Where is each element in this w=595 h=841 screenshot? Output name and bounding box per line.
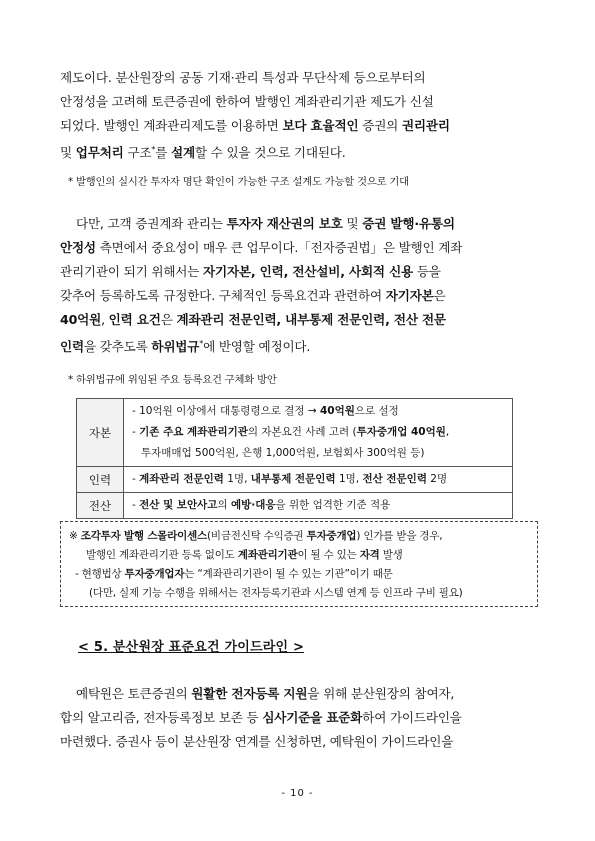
row-content-it: - 전산 및 보안사고의 예방·대응을 위한 엄격한 기준 적용 (124, 493, 513, 519)
text-line: 발행인 계좌관리기관 등록 없이도 계좌관리기관이 될 수 있는 자격 발생 (86, 549, 403, 561)
paragraph-intro (60, 66, 538, 165)
text-line: 관리기관이 되기 위해서는 자기자본, 인력, 전산설비, 사회적 신용 등을 (60, 264, 441, 279)
text-line: 및 업무처리 구조*를 설계할 수 있을 것으로 기대된다. (60, 145, 346, 161)
text-line: (다만, 실제 기능 수행을 위해서는 전자등록기관과 시스템 연계 등 인프라 구비 필요) (89, 587, 463, 599)
footnote-2: * 하위법규에 위임된 주요 등록요건 구체화 방안 (68, 374, 277, 386)
requirements-table (76, 398, 513, 519)
remark-box (60, 521, 538, 607)
row-content-staff: - 계좌관리 전문인력 1명, 내부통제 전문인력 1명, 전산 전문인력 2명 (124, 467, 513, 493)
row-header-it: 전산 (77, 493, 124, 519)
row-header-capital: 자본 (77, 399, 124, 467)
text-line: 되었다. 발행인 계좌관리제도를 이용하면 보다 효율적인 증권의 권리관리 (60, 118, 450, 133)
text-line: 안정성을 고려해 토큰증권에 한하여 발행인 계좌관리기관 제도가 신설 (60, 94, 434, 109)
row-header-staff: 인력 (77, 467, 124, 493)
text-line: 40억원, 인력 요건은 계좌관리 전문인력, 내부통제 전문인력, 전산 전문 (60, 312, 446, 327)
text-line: 갖추어 등록하도록 규정한다. 구체적인 등록요건과 관련하여 자기자본은 (60, 288, 446, 303)
text-line: 안정성 측면에서 중요성이 매우 큰 업무이다.「전자증권법」은 발행인 계좌 (60, 240, 463, 255)
footnote-1: * 발행인의 실시간 투자자 명단 확인이 가능한 구조 설계도 가능할 것으로 기대 (68, 176, 409, 188)
text-line: 합의 알고리즘, 전자등록정보 보존 등 심사기준을 표준화하여 가이드라인을 (60, 710, 462, 725)
paragraph-guideline (60, 682, 538, 754)
table-row (77, 467, 513, 493)
paragraph-requirements (60, 212, 538, 359)
section-heading: < 5. 분산원장 표준요건 가이드라인 > (78, 640, 305, 655)
text-line: 다만, 고객 증권계좌 관리는 투자자 재산권의 보호 및 증권 발행·유통의 (76, 216, 455, 231)
table-row (77, 399, 513, 467)
table-row (77, 493, 513, 519)
text-line: 마련했다. 증권사 등이 분산원장 연계를 신청하면, 예탁원이 가이드라인을 (60, 734, 454, 749)
row-content-capital: - 10억원 이상에서 대통령령으로 결정 → 40억원으로 설정 - 기존 주요 계좌관리기관의 자본요건 사례 고려 (투자중개업 40억원, 투자매매업 500억원, 은행 1,000억원, 보험회사 300억원 등) (124, 399, 513, 467)
text-line: 제도이다. 분산원장의 공동 기재·관리 특성과 무단삭제 등으로부터의 (60, 70, 426, 85)
text-line: - 현행법상 투자중개업자는 “계좌관리기관이 될 수 있는 기관”이기 때문 (75, 568, 393, 580)
text-line: ※ 조각투자 발행 스몰라이센스(비금전신탁 수익증권 투자중개업) 인가를 받을 경우, (69, 530, 443, 542)
text-line: 예탁원은 토큰증권의 원활한 전자등록 지원을 위해 분산원장의 참여자, (76, 686, 455, 701)
text-line: 인력을 갖추도록 하위법규*에 반영할 예정이다. (60, 339, 311, 355)
page-number: - 10 - (281, 788, 314, 799)
